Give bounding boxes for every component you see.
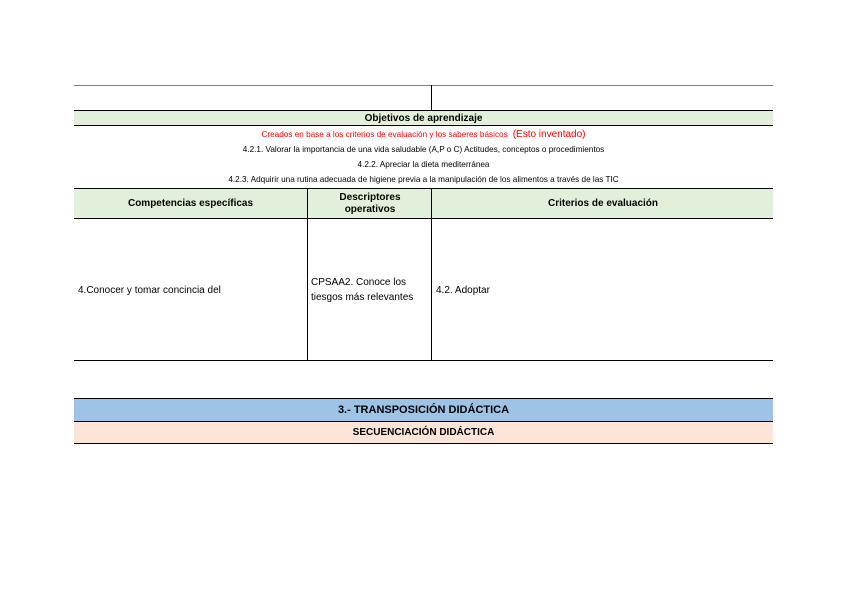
objectives-header-text: Objetivos de aprendizaje — [364, 112, 483, 124]
header-competencias: Competencias específicas — [127, 198, 254, 209]
objectives-header — [74, 110, 773, 126]
objectives-note-part2: (Esto inventado) — [512, 128, 586, 140]
cell-criterios: 4.2. Adoptar — [436, 284, 490, 296]
table-bottom-border — [74, 360, 773, 361]
objectives-note — [74, 126, 773, 142]
objectives-note-part1: Creados en base a los criterios de evaluación y los saberes básicos — [261, 129, 508, 139]
objective-item-3: 4.2.3. Adquirir una rutina adecuada de higiene previa a la manipulación de los alimentos a través de las TIC — [228, 175, 619, 184]
objective-item-1: 4.2.1. Valorar la importancia de una vida saludable (A,P o C) Actitudes, conceptos o procedimientos — [242, 145, 605, 154]
cell-competencias: 4.Conocer y tomar concincia del — [78, 284, 221, 296]
top-row-divider — [431, 85, 432, 110]
col-divider-1 — [307, 188, 308, 361]
section3-title: 3.- TRANSPOSICIÓN DIDÁCTICA — [74, 398, 773, 422]
header-criterios: Criterios de evaluación — [547, 198, 659, 209]
col-divider-2 — [431, 188, 432, 361]
section3-subtitle: SECUENCIACIÓN DIDÁCTICA — [74, 422, 773, 444]
cell-descriptores: CPSAA2. Conoce los tiesgos más relevantes — [311, 277, 414, 303]
top-border — [74, 85, 773, 86]
objective-item-2: 4.2.2. Apreciar la dieta mediterránea — [357, 160, 490, 169]
header-descriptores: Descriptores operativos — [339, 191, 401, 215]
